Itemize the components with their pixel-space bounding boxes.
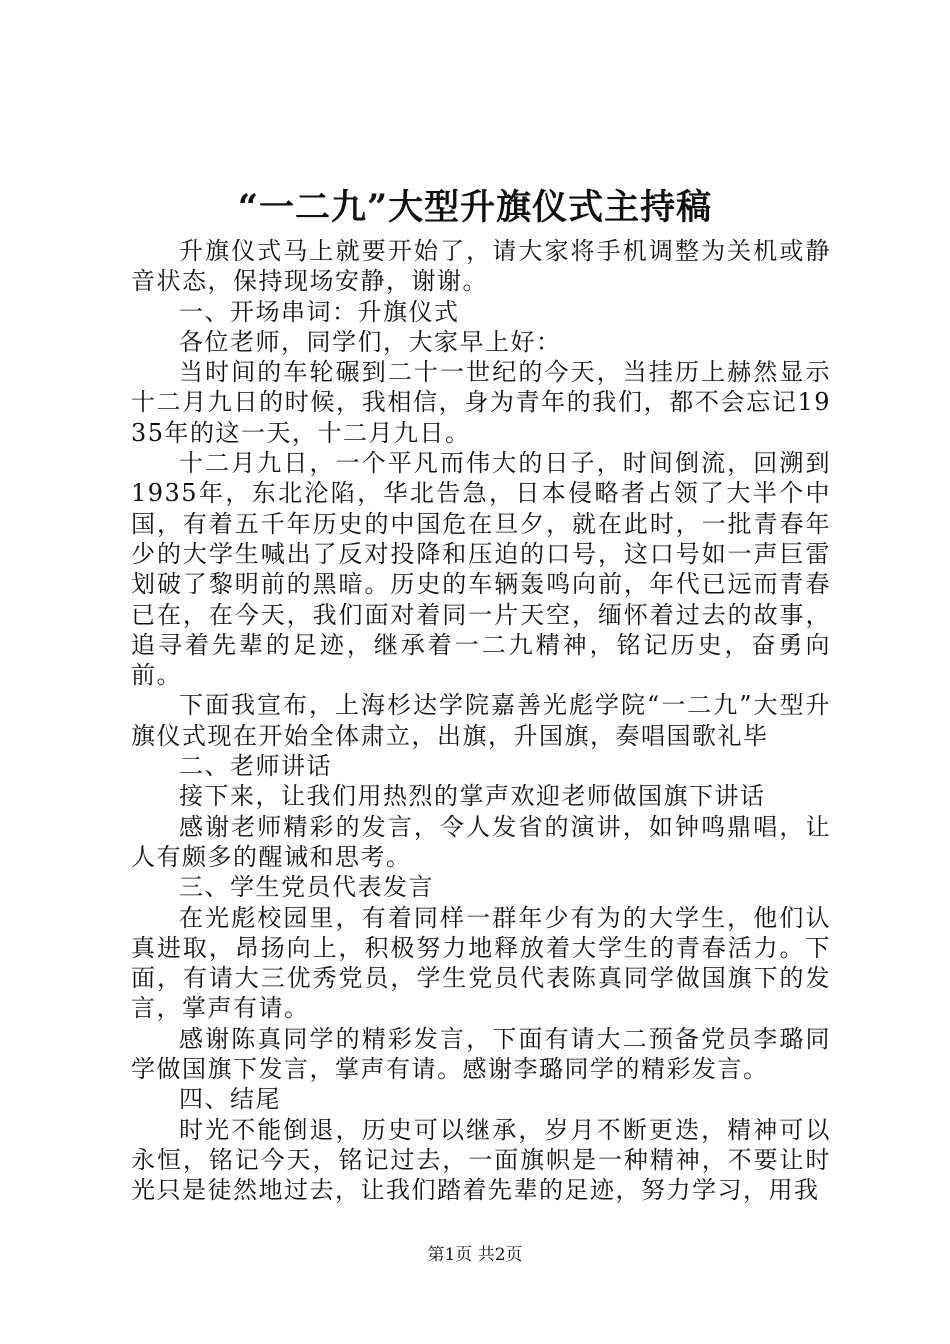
paragraph-teacher-intro: 接下来，让我们用热烈的掌声欢迎老师做国旗下讲话 — [179, 782, 766, 811]
section-heading-teacher: 二、老师讲话 — [179, 752, 332, 781]
section-heading-student: 三、学生党员代表发言 — [179, 873, 434, 902]
paragraph-teacher-thanks: 感谢老师精彩的发言，令人发省的演讲，如钟鸣鼎唱，让人有颇多的醒诫和思考。 — [131, 812, 831, 871]
paragraph-student-thanks: 感谢陈真同学的精彩发言，下面有请大二预备党员李璐同学做国旗下发言，掌声有请。感谢李璐同学的精彩发言。 — [131, 1024, 831, 1084]
paragraph-intro-notice: 升旗仪式马上就要开始了，请大家将手机调整为关机或静音状态，保持现场安静，谢谢。 — [131, 237, 831, 296]
paragraph-ending: 时光不能倒退，历史可以继承，岁月不断更迭，精神可以永恒，铭记今天，铭记过去，一面旗帜是一种精神，不要让时光只是徒然地过去，让我们踏着先辈的足迹，努力学习，用我 — [131, 1115, 831, 1205]
document-title: “一二九”大型升旗仪式主持稿 — [237, 187, 713, 228]
section-heading-opening: 一、开场串词：升旗仪式 — [179, 297, 460, 326]
paragraph-announcement: 下面我宣布，上海杉达学院嘉善光彪学院“一二九”大型升旗仪式现在开始全体肃立，出旗，升国旗，奏唱国歌礼毕 — [131, 691, 831, 750]
paragraph-greeting: 各位老师，同学们，大家早上好： — [179, 327, 562, 356]
paragraph-opening-2: 十二月九日，一个平凡而伟大的日子，时间倒流，回溯到1935年，东北沦陷，华北告急，日本侵略者占领了大半个中国，有着五千年历史的中国危在旦夕，就在此时，一批青春年少的大学生喊出了反对投降和压迫的口号，这口号如一声巨雷划破了黎明前的黑暗。历史的车辆轰鸣向前，年代已远而青春已在，在今天，我们面对着同一片天空，缅怀着过去的故事，追寻着先辈的足迹，继承着一二九精神，铭记历史，奋勇向前。 — [131, 449, 831, 690]
section-heading-ending: 四、结尾 — [179, 1085, 281, 1114]
page-number-footer: 第1页 共2页 — [427, 1245, 523, 1265]
document-body — [131, 236, 831, 1206]
paragraph-opening-1: 当时间的车轮碾到二十一世纪的今天，当挂历上赫然显示十二月九日的时候，我相信，身为青年的我们，都不会忘记1935年的这一天，十二月九日。 — [131, 358, 831, 447]
paragraph-student-intro: 在光彪校园里，有着同样一群年少有为的大学生，他们认真进取，昂扬向上，积极努力地释放着大学生的青春活力。下面，有请大三优秀党员，学生党员代表陈真同学做国旗下的发言，掌声有请。 — [131, 903, 831, 1023]
